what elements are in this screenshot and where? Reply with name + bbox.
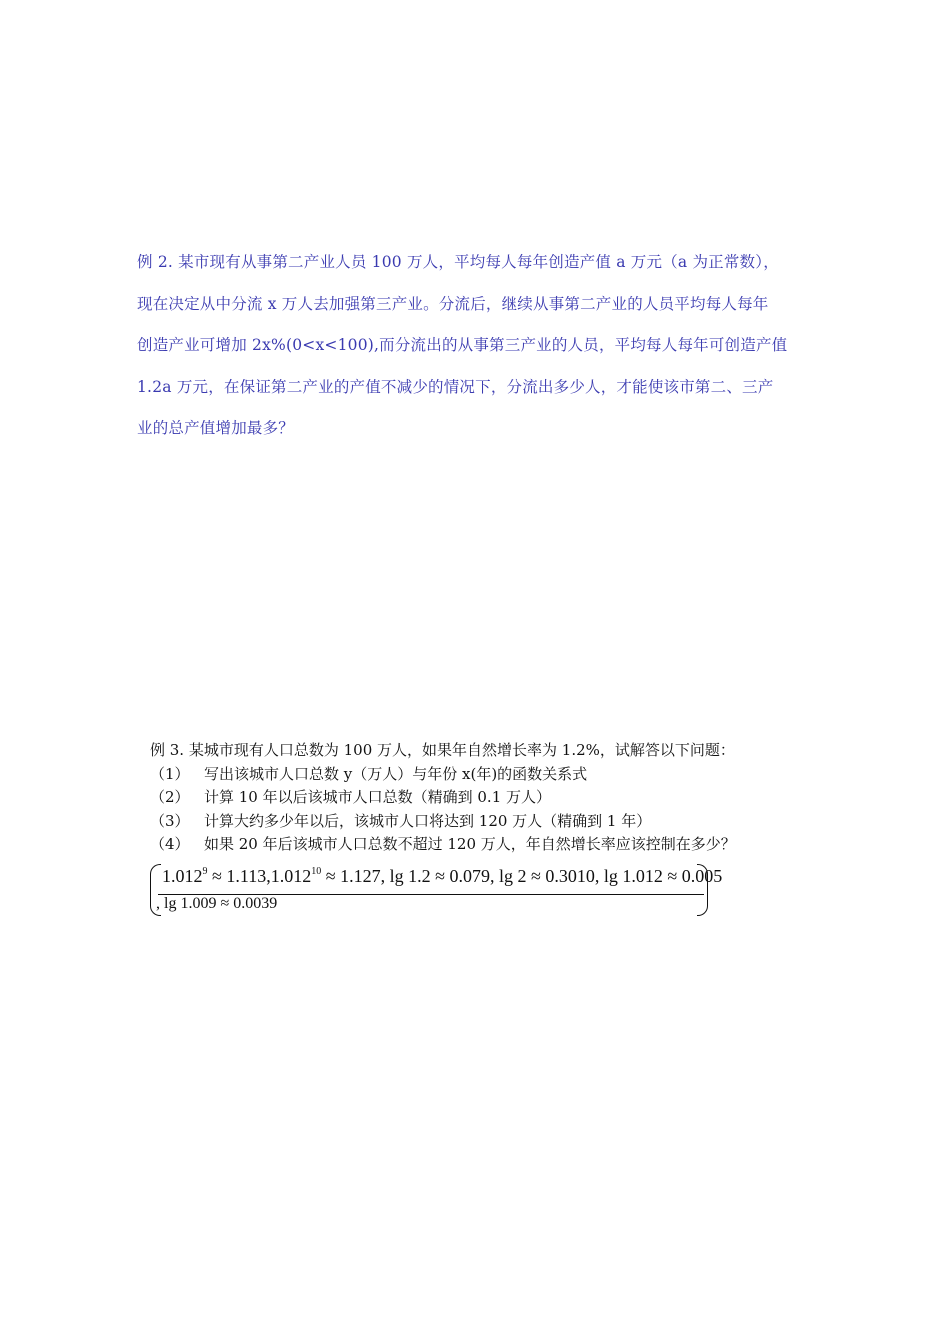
example-3 [150, 739, 750, 857]
item-number: （4） [150, 835, 190, 853]
example-2-line: 业的总产值增加最多？ [137, 419, 295, 437]
item-text: 计算大约多少年以后，该城市人口将达到 120 万人（精确到 1 年） [204, 811, 652, 830]
example-2-line: 创造产业可增加 2x%(0<x<100),而分流出的从事第三产业的人员，平均每人每年可创造产值 [137, 336, 788, 354]
formula-line-2: , lg 1.009 ≈ 0.0039 [156, 895, 278, 912]
example-3-item [150, 833, 750, 857]
formula-term: 1.012 [162, 866, 203, 886]
example-2 [137, 248, 827, 456]
example-2-line: 1.2a 万元，在保证第二产业的产值不减少的情况下，分流出多少人，才能使该市第二、三产 [137, 377, 774, 396]
formula-exponent: 9 [202, 866, 208, 877]
hint-formula [150, 862, 723, 916]
example-2-line: 例 2. 某市现有从事第二产业人员 100 万人，平均每人每年创造产值 a 万元（a 为正常数）， [137, 253, 779, 271]
item-number: （1） [150, 764, 190, 783]
formula-exponent: 10 [311, 866, 322, 877]
example-3-item [150, 810, 750, 834]
item-text: 计算 10 年以后该城市人口总数（精确到 0.1 万人） [204, 788, 552, 806]
item-number: （2） [150, 788, 190, 806]
formula-line-1 [162, 866, 722, 887]
example-3-intro: 例 3. 某城市现有人口总数为 100 万人，如果年自然增长率为 1.2%，试解答以下问题： [150, 741, 735, 759]
item-text: 写出该城市人口总数 y（万人）与年份 x(年)的函数关系式 [204, 764, 588, 783]
item-text: 如果 20 年后该城市人口总数不超过 120 万人，年自然增长率应该控制在多少？ [204, 835, 736, 853]
example-3-item [150, 763, 750, 787]
formula-term: 1.012 [270, 866, 312, 886]
example-2-line: 现在决定从中分流 x 万人去加强第三产业。分流后，继续从事第二产业的人员平均每人每年 [137, 294, 769, 313]
formula-term: ≈ 1.113, [207, 866, 271, 886]
formula-term: ≈ 1.127, lg 1.2 ≈ 0.079, lg 2 ≈ 0.3010, lg 1.012 ≈ 0.005 [321, 866, 723, 886]
example-3-item [150, 786, 750, 810]
item-number: （3） [150, 811, 190, 830]
